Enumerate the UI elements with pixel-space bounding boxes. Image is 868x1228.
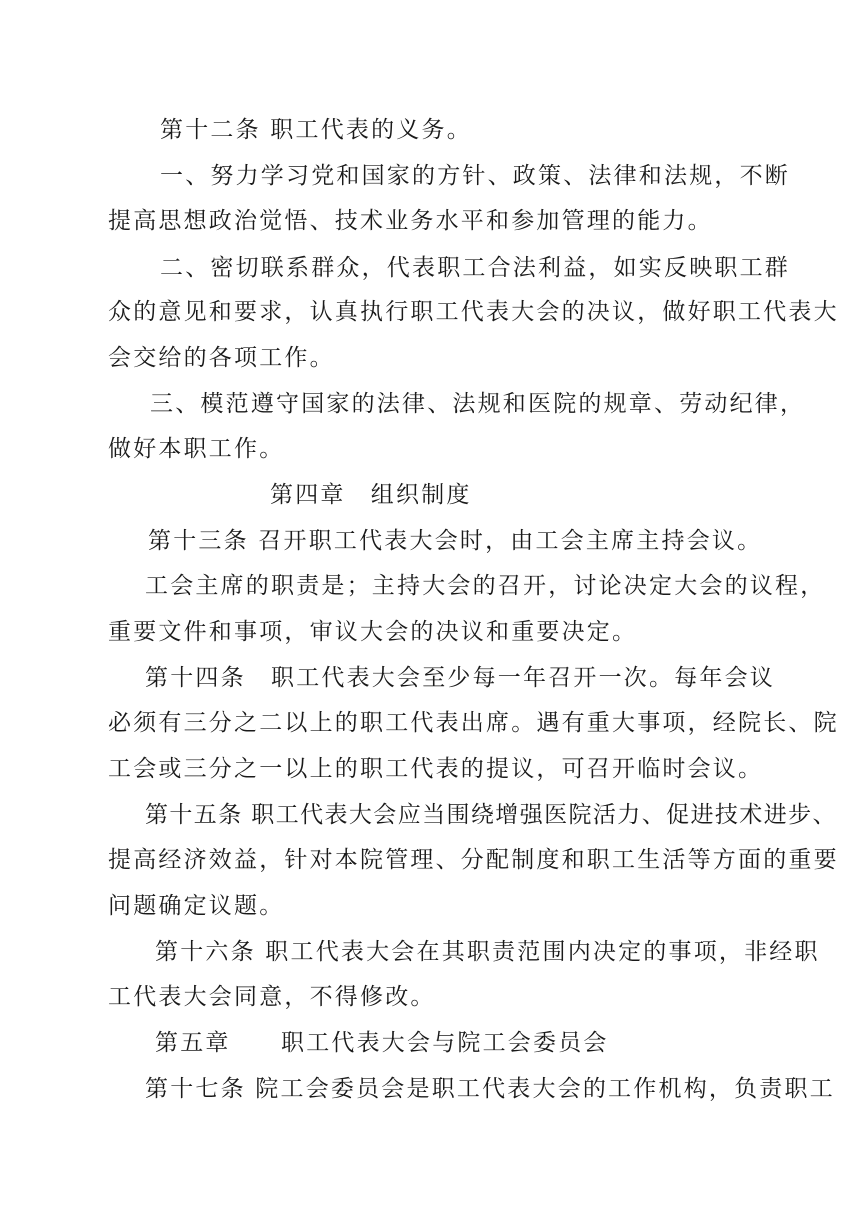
article-15-line-3: 问题确定议题。 [108,893,285,919]
article-15-line-1: 第十五条 职工代表大会应当围绕增强医院活力、促进技术进步、 [145,802,837,828]
article-12-item-2-line-2: 众的意见和要求，认真执行职工代表大会的决议，做好职工代表大 [108,299,839,325]
article-12-item-1-line-2: 提高思想政治觉悟、技术业务水平和参加管理的能力。 [108,208,713,234]
article-16-line-1: 第十六条 职工代表大会在其职责范围内决定的事项，非经职 [155,939,820,965]
article-12-item-1-line-1: 一、努力学习党和国家的方针、政策、法律和法规，不断 [160,163,790,189]
article-12-item-3-line-2: 做好本职工作。 [108,436,285,462]
article-12-heading: 第十二条 职工代表的义务。 [160,117,472,143]
article-14-line-1: 第十四条 职工代表大会至少每一年召开一次。每年会议 [145,665,775,691]
article-17-line-1: 第十七条 院工会委员会是职工代表大会的工作机构，负责职工 [145,1076,835,1102]
article-12-item-2-line-3: 会交给的各项工作。 [108,345,335,371]
chapter-5-heading: 第五章 职工代表大会与院工会委员会 [155,1030,609,1056]
article-12-item-3-line-1: 三、模范遵守国家的法律、法规和医院的规章、劳动纪律， [150,391,806,417]
article-13-line-1: 第十三条 召开职工代表大会时，由工会主席主持会议。 [148,528,763,554]
article-14-line-2: 必须有三分之二以上的职工代表出席。遇有重大事项，经院长、院 [108,710,839,736]
article-12-item-2-line-1: 二、密切联系群众，代表职工合法利益，如实反映职工群 [160,255,790,281]
article-16-line-2: 工代表大会同意，不得修改。 [108,984,436,1010]
article-13-line-3: 重要文件和事项，审议大会的决议和重要决定。 [108,619,638,645]
article-15-line-2: 提高经济效益，针对本院管理、分配制度和职工生活等方面的重要 [108,847,839,873]
article-14-line-3: 工会或三分之一以上的职工代表的提议，可召开临时会议。 [108,756,764,782]
chapter-4-heading: 第四章 组织制度 [270,482,472,508]
article-13-line-2: 工会主席的职责是；主持大会的召开，讨论决定大会的议程， [145,573,826,599]
